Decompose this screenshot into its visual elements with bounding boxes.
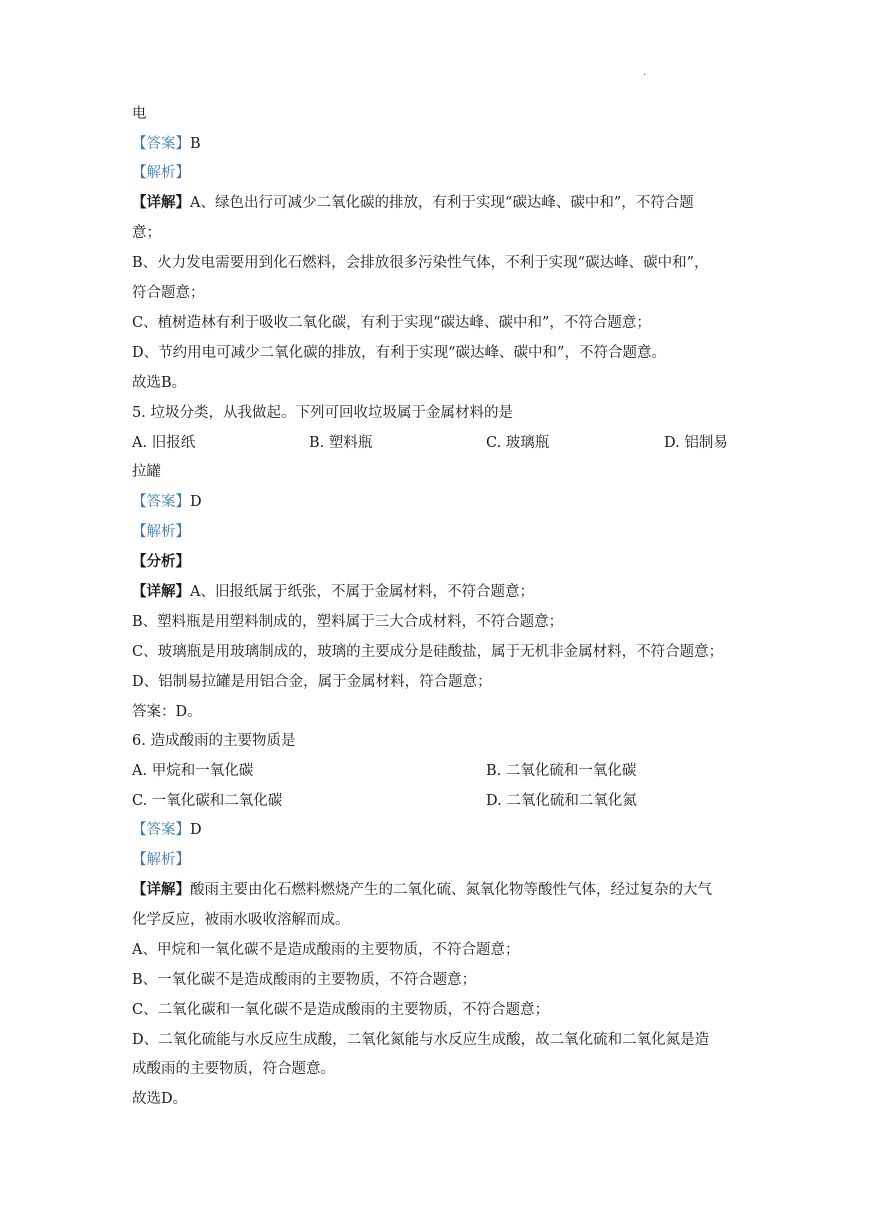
answer-label: 【答案】 bbox=[132, 136, 190, 152]
q5-stem: 5. 垃圾分类，从我做起。下列可回收垃圾属于金属材料的是 bbox=[132, 405, 513, 421]
q4-analysis-label: 【解析】 bbox=[132, 165, 190, 181]
q5-analysis-label: 【解析】 bbox=[132, 524, 190, 540]
q5-option-d-cont: 拉罐 bbox=[132, 464, 161, 480]
q5-detail-d: D、铝制易拉罐是用铝合金，属于金属材料，符合题意； bbox=[132, 674, 492, 690]
q5-fenxi-label: 【分析】 bbox=[132, 553, 190, 570]
q4-detail-c: C、植树造林有利于吸收二氧化碳，有利于实现“碳达峰、碳中和”，不符合题意； bbox=[132, 315, 651, 331]
detail-label: 【详解】 bbox=[132, 194, 190, 211]
q4-detail-d: D、节约用电可减少二氧化碳的排放，有利于实现“碳达峰、碳中和”，不符合题意。 bbox=[132, 345, 666, 361]
q6-stem: 6. 造成酸雨的主要物质是 bbox=[132, 733, 296, 749]
q6-option-d: D. 二氧化硫和二氧化氮 bbox=[486, 793, 637, 809]
q6-detail-b: B、一氧化碳不是造成酸雨的主要物质，不符合题意； bbox=[132, 972, 477, 988]
q4-detail-cont: 意； bbox=[132, 225, 161, 241]
q6-detail: 【详解】酸雨主要由化石燃料燃烧产生的二氧化硫、氮氧化物等酸性气体，经过复杂的大气 bbox=[132, 881, 712, 898]
q5-detail-c: C、玻璃瓶是用玻璃制成的，玻璃的主要成分是硅酸盐，属于无机非金属材料，不符合题意； bbox=[132, 644, 724, 660]
q5-option-c: C. 玻璃瓶 bbox=[486, 435, 550, 451]
q4-detail-b-cont: 符合题意； bbox=[132, 285, 205, 301]
q6-analysis-label: 【解析】 bbox=[132, 852, 190, 868]
q6-detail-cont: 化学反应，被雨水吸收溶解而成。 bbox=[132, 912, 350, 928]
q6-answer: 【答案】D bbox=[132, 822, 202, 838]
q5-answer: 【答案】D bbox=[132, 494, 202, 510]
q5-detail-a: 【详解】A、旧报纸属于纸张，不属于金属材料，不符合题意； bbox=[132, 583, 534, 600]
answer-value: B bbox=[190, 136, 201, 152]
q6-detail-c: C、二氧化碳和一氧化碳不是造成酸雨的主要物质，不符合题意； bbox=[132, 1002, 550, 1018]
q6-detail-d-cont: 成酸雨的主要物质，符合题意。 bbox=[132, 1061, 335, 1077]
q6-detail-a: A、甲烷和一氧化碳不是造成酸雨的主要物质，不符合题意； bbox=[132, 942, 520, 958]
q6-option-b: B. 二氧化硫和一氧化碳 bbox=[486, 763, 637, 779]
q4-option-cont: 电 bbox=[132, 106, 147, 122]
q6-detail-d: D、二氧化硫能与水反应生成酸，二氧化氮能与水反应生成酸，故二氧化硫和二氧化氮是造 bbox=[132, 1032, 710, 1048]
q5-option-d: D. 铝制易 bbox=[664, 435, 728, 451]
q5-option-b: B. 塑料瓶 bbox=[309, 435, 373, 451]
q6-conclusion: 故选D。 bbox=[132, 1091, 188, 1107]
q4-detail-b: B、火力发电需要用到化石燃料，会排放很多污染性气体，不利于实现“碳达峰、碳中和”， bbox=[132, 255, 709, 271]
q6-option-a: A. 甲烷和一氧化碳 bbox=[132, 763, 254, 779]
q5-conclusion: 答案：D。 bbox=[132, 704, 202, 720]
q4-answer bbox=[132, 134, 742, 154]
q4-detail: 【详解】A、绿色出行可减少二氧化碳的排放，有利于实现“碳达峰、碳中和”，不符合题 bbox=[132, 194, 694, 211]
q4-conclusion: 故选B。 bbox=[132, 375, 187, 391]
q5-option-a: A. 旧报纸 bbox=[132, 435, 196, 451]
header-mark: · bbox=[643, 70, 647, 81]
q5-detail-b: B、塑料瓶是用塑料制成的，塑料属于三大合成材料，不符合题意； bbox=[132, 614, 564, 630]
q6-option-c: C. 一氧化碳和二氧化碳 bbox=[132, 793, 283, 809]
